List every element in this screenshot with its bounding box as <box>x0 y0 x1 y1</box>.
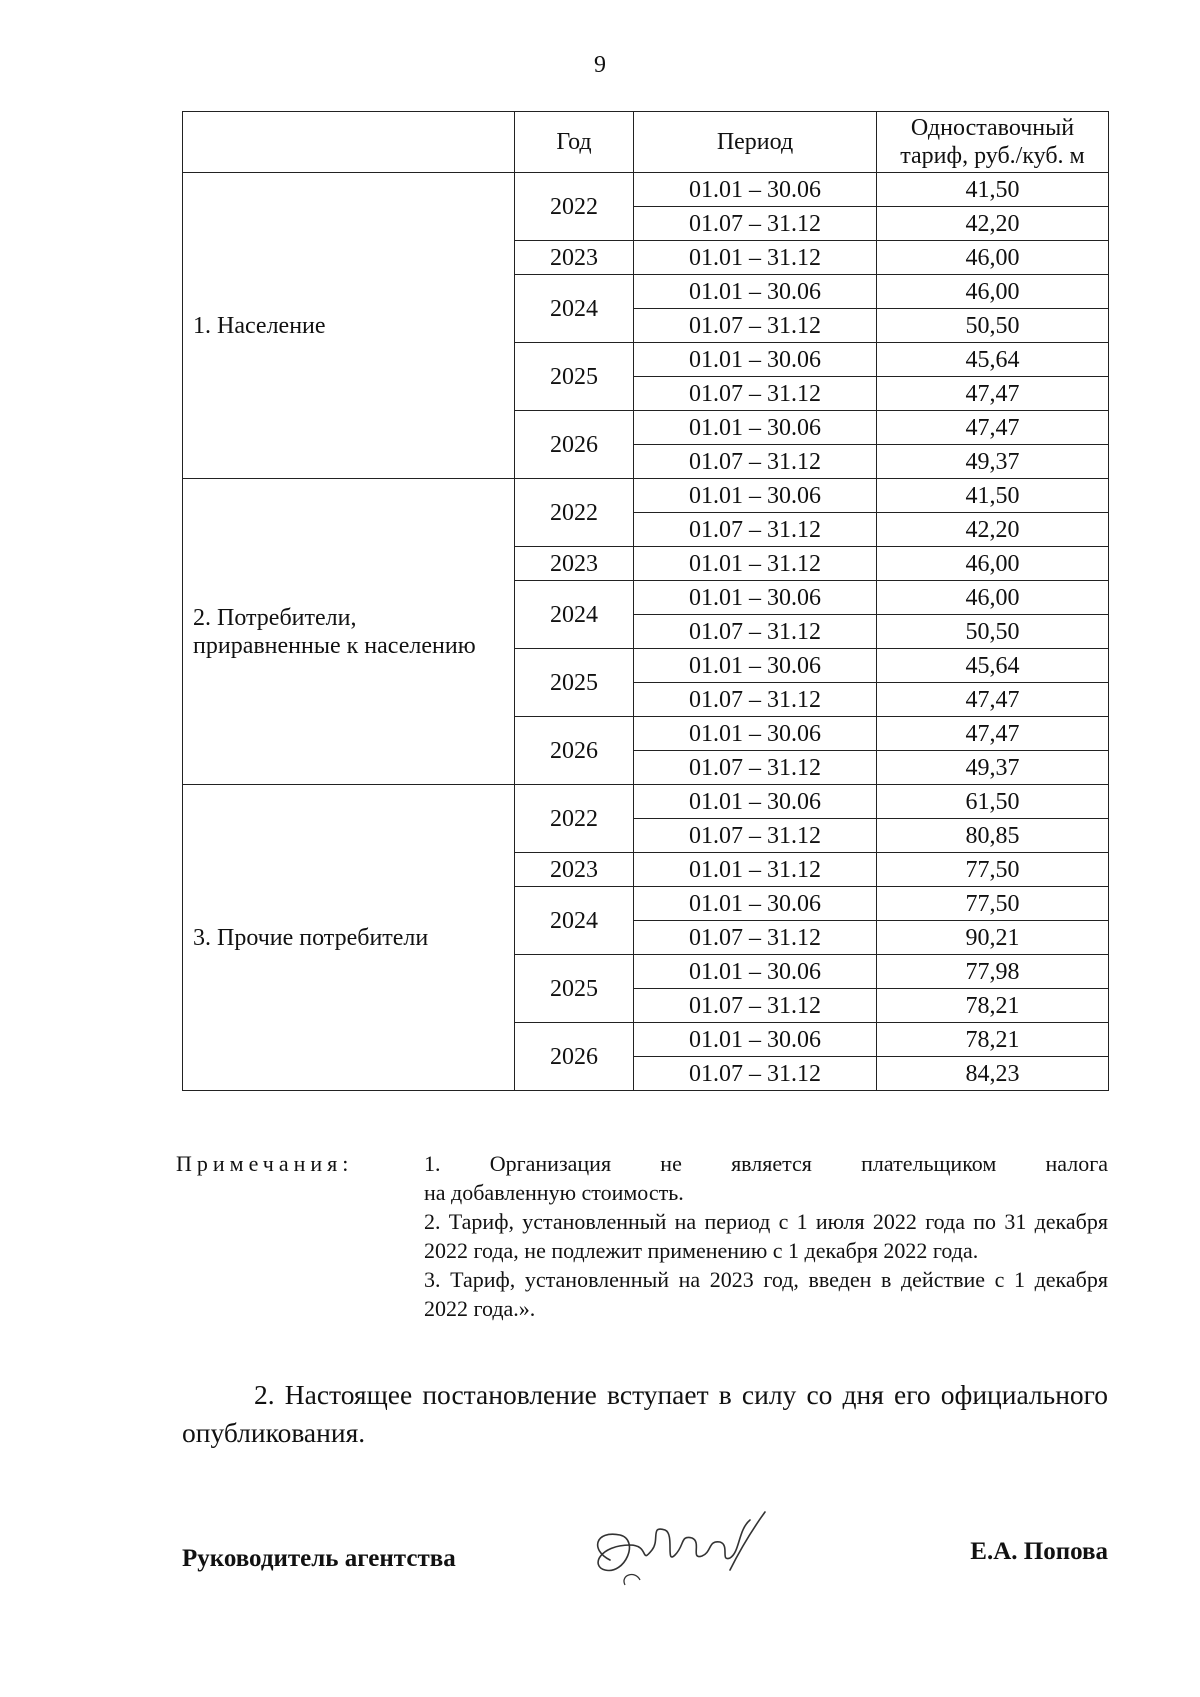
tariff-cell: 49,37 <box>877 751 1109 785</box>
table-row <box>183 173 1109 207</box>
period-cell: 01.01 – 30.06 <box>634 173 877 207</box>
page-number: 9 <box>594 52 606 78</box>
period-cell: 01.01 – 30.06 <box>634 479 877 513</box>
table-header-row <box>183 112 1109 173</box>
tariff-cell: 42,20 <box>877 513 1109 547</box>
tariff-cell: 90,21 <box>877 921 1109 955</box>
year-cell: 2023 <box>515 853 634 887</box>
note-1-line-1: 1. Организация не является плательщиком налога <box>424 1151 1108 1176</box>
year-cell: 2023 <box>515 241 634 275</box>
tariff-cell: 77,98 <box>877 955 1109 989</box>
period-cell: 01.07 – 31.12 <box>634 683 877 717</box>
period-cell: 01.01 – 30.06 <box>634 785 877 819</box>
year-cell: 2022 <box>515 785 634 853</box>
period-cell: 01.07 – 31.12 <box>634 921 877 955</box>
tariff-table-body <box>183 173 1109 1091</box>
period-cell: 01.01 – 30.06 <box>634 581 877 615</box>
period-cell: 01.01 – 31.12 <box>634 853 877 887</box>
tariff-cell: 46,00 <box>877 581 1109 615</box>
header-period: Период <box>634 112 877 173</box>
tariff-cell: 47,47 <box>877 683 1109 717</box>
tariff-cell: 47,47 <box>877 717 1109 751</box>
effective-date-paragraph: 2. Настоящее постановление вступает в силу со дня его официального опубликования. <box>182 1379 1108 1448</box>
period-cell: 01.07 – 31.12 <box>634 989 877 1023</box>
notes-block <box>424 1149 1108 1323</box>
period-cell: 01.07 – 31.12 <box>634 615 877 649</box>
period-cell: 01.01 – 30.06 <box>634 887 877 921</box>
tariff-cell: 77,50 <box>877 887 1109 921</box>
tariff-cell: 84,23 <box>877 1057 1109 1091</box>
header-category <box>183 112 515 173</box>
tariff-cell: 42,20 <box>877 207 1109 241</box>
category-cell: 2. Потребители, приравненные к населению <box>183 479 515 785</box>
year-cell: 2024 <box>515 581 634 649</box>
tariff-cell: 61,50 <box>877 785 1109 819</box>
period-cell: 01.01 – 31.12 <box>634 241 877 275</box>
period-cell: 01.07 – 31.12 <box>634 819 877 853</box>
signatory-name: Е.А. Попова <box>970 1538 1108 1565</box>
note-3: 3. Тариф, установленный на 2023 год, введен в действие с 1 декабря 2022 года.». <box>424 1267 1108 1321</box>
year-cell: 2023 <box>515 547 634 581</box>
tariff-cell: 41,50 <box>877 173 1109 207</box>
header-tariff: Одноставочный тариф, руб./куб. м <box>877 112 1109 173</box>
notes-label: Примечания: <box>176 1151 354 1176</box>
period-cell: 01.01 – 30.06 <box>634 343 877 377</box>
period-cell: 01.01 – 30.06 <box>634 955 877 989</box>
handwritten-signature <box>580 1490 780 1610</box>
note-2: 2. Тариф, установленный на период с 1 июля 2022 года по 31 декабря 2022 года, не подлежит применению с 1 декабря 2022 года. <box>424 1209 1108 1263</box>
period-cell: 01.07 – 31.12 <box>634 377 877 411</box>
tariff-cell: 45,64 <box>877 343 1109 377</box>
year-cell: 2025 <box>515 955 634 1023</box>
tariff-cell: 78,21 <box>877 989 1109 1023</box>
year-cell: 2025 <box>515 343 634 411</box>
tariff-cell: 45,64 <box>877 649 1109 683</box>
period-cell: 01.07 – 31.12 <box>634 445 877 479</box>
tariff-cell: 50,50 <box>877 309 1109 343</box>
category-cell: 1. Население <box>183 173 515 479</box>
table-row <box>183 785 1109 819</box>
tariff-cell: 80,85 <box>877 819 1109 853</box>
year-cell: 2026 <box>515 411 634 479</box>
period-cell: 01.07 – 31.12 <box>634 309 877 343</box>
category-cell: 3. Прочие потребители <box>183 785 515 1091</box>
note-1-line-2: на добавленную стоимость. <box>424 1180 684 1205</box>
period-cell: 01.07 – 31.12 <box>634 513 877 547</box>
year-cell: 2024 <box>515 275 634 343</box>
period-cell: 01.07 – 31.12 <box>634 207 877 241</box>
tariff-cell: 78,21 <box>877 1023 1109 1057</box>
tariff-cell: 41,50 <box>877 479 1109 513</box>
year-cell: 2025 <box>515 649 634 717</box>
tariff-cell: 50,50 <box>877 615 1109 649</box>
signatory-position: Руководитель агентства <box>182 1545 456 1572</box>
year-cell: 2022 <box>515 479 634 547</box>
period-cell: 01.01 – 30.06 <box>634 649 877 683</box>
tariff-cell: 49,37 <box>877 445 1109 479</box>
tariff-cell: 77,50 <box>877 853 1109 887</box>
year-cell: 2022 <box>515 173 634 241</box>
year-cell: 2026 <box>515 717 634 785</box>
year-cell: 2026 <box>515 1023 634 1091</box>
tariff-cell: 46,00 <box>877 547 1109 581</box>
year-cell: 2024 <box>515 887 634 955</box>
period-cell: 01.01 – 30.06 <box>634 1023 877 1057</box>
period-cell: 01.01 – 30.06 <box>634 275 877 309</box>
tariff-cell: 47,47 <box>877 377 1109 411</box>
header-year: Год <box>515 112 634 173</box>
period-cell: 01.07 – 31.12 <box>634 751 877 785</box>
period-cell: 01.07 – 31.12 <box>634 1057 877 1091</box>
tariff-table <box>182 111 1109 1091</box>
tariff-cell: 46,00 <box>877 275 1109 309</box>
period-cell: 01.01 – 30.06 <box>634 717 877 751</box>
tariff-cell: 47,47 <box>877 411 1109 445</box>
period-cell: 01.01 – 31.12 <box>634 547 877 581</box>
table-row <box>183 479 1109 513</box>
period-cell: 01.01 – 30.06 <box>634 411 877 445</box>
tariff-cell: 46,00 <box>877 241 1109 275</box>
